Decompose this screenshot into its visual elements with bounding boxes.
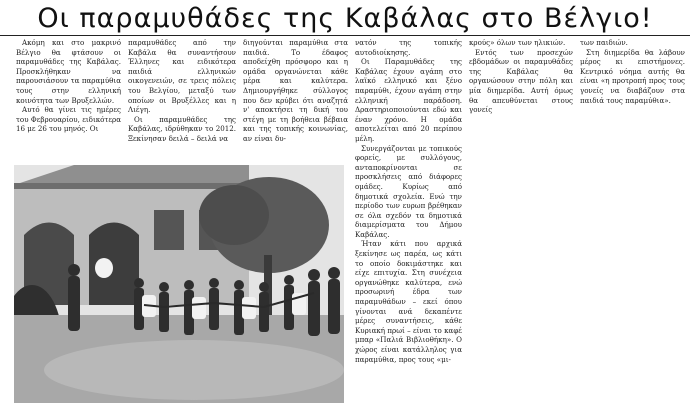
paragraph: Οι παραμυθάδες της Καβάλας, ιδρύθηκαν το 2012. Ξεκίνησαν δειλά – δειλά να [128, 114, 236, 143]
paragraph: Συνεργάζονται με τοπικούς φορείς, με συλλόγους, ανταποκρίνονται σε προσκλήσεις από διάφορες ομάδες. Κυρίως από δημοτικά σχολεία. Ενώ την περίοδο των ευρωπ βρέθηκαν σε όλα σχεδόν τα δημοτικά διαμερίσματα του Δήμου Καβάλας. [355, 143, 462, 239]
paragraph: Ακόμη και στο μακρινό Βέλγιο θα φτάσουν οι παραμυθάδες της Καβάλας. Προσκλήθηκαν να παρουσιάσουν τα παραμύθια τους στην ελληνική κοινότητα των Βρυξελλών. [16, 38, 121, 105]
paragraph: Στη διημερίδα θα λάβουν μέρος κι επιστήμονες. Κεντρικό νόημα αυτής θα είναι «η προτροπή προς τους γονείς να διαβάζουν στα παιδιά τους παραμύθια». [580, 47, 685, 105]
column-1 [16, 38, 121, 134]
column-3 [243, 38, 348, 144]
paragraph: παραμυθάδες από την Καβάλα θα συναντήσουν Έλληνες και ειδικότερα παιδιά ελληνικών οικογενειών, σε τρεις πόλεις του Βελγίου, μεταξύ των οποίων οι Βρυξέλλες και η Λιέγη. [128, 38, 236, 115]
column-5 [469, 38, 573, 115]
headline-rule [0, 35, 690, 36]
paragraph: Αυτό θα γίνει τις ημέρες του Φεβρουαρίου, ειδικότερα 16 με 26 του μηνός. Οι [16, 105, 121, 134]
paragraph: Οι Παραμυθάδες της Καβάλας έχουν αγάπη στο λαϊκό ελληνικό και ξένο παραμύθι, έχουν αγάπη στην ελληνική παράδοση. Δραστηριοποιούνται εδώ και έναν χρόνο. Η ομάδα αποτελείται από 20 περίπου μέλη. [355, 57, 462, 143]
column-6 [580, 38, 685, 105]
paragraph: διηγούνται παραμύθια στα παιδιά. Το έδαφος αποδείχθη πρόσφορο και η ομάδα οργανώνεται κάθε μέρα και καλύτερα. Δημιουργήθηκε σύλλογος που δεν κρύβει ότι αναζητά ν' αποκτήσει τη δική του στέγη με τη βοήθεια βέβαια και της τοπικής κοινωνίας, αν είναι δυ- [243, 38, 348, 143]
column-2 [128, 38, 236, 144]
headline: Οι παραμυθάδες της Καβάλας στο Βέλγιο! [37, 3, 653, 34]
paragraph: νατόν της τοπικής αυτοδιοίκησης. [355, 38, 462, 57]
paragraph: κρούς» όλων των ηλικιών. [469, 38, 566, 47]
storytellers-photo [14, 165, 344, 403]
paragraph: των παιδιών. [580, 38, 628, 47]
column-4 [355, 38, 462, 364]
paragraph: Ήταν κάτι που αρχικά ξεκίνησε ως παρέα, ως κάτι το οποίο δοκιμάστηκε και είχε επιτυχία. Στη συνέχεια οργανώθηκε καλύτερα, ενώ προσωρινή έδρα των παραμυθάδων – εκεί όπου γίνονται ανά δεκαπέντε μέρες συναντήσεις, κάθε Κυριακή πρωί – είναι το καφέ μπαρ «Παλιά Βιβλιοθήκη». Ο χώρος είναι κατάλληλος για παραμύθια, προς τους «μι- [355, 239, 462, 364]
paragraph: Εντός των προσεχών εβδομάδων οι παραμυθάδες της Καβάλας θα οργανώσουν στην πόλη και μία διημερίδα. Αυτή όμως θα απευθύνεται στους γονείς [469, 47, 573, 115]
